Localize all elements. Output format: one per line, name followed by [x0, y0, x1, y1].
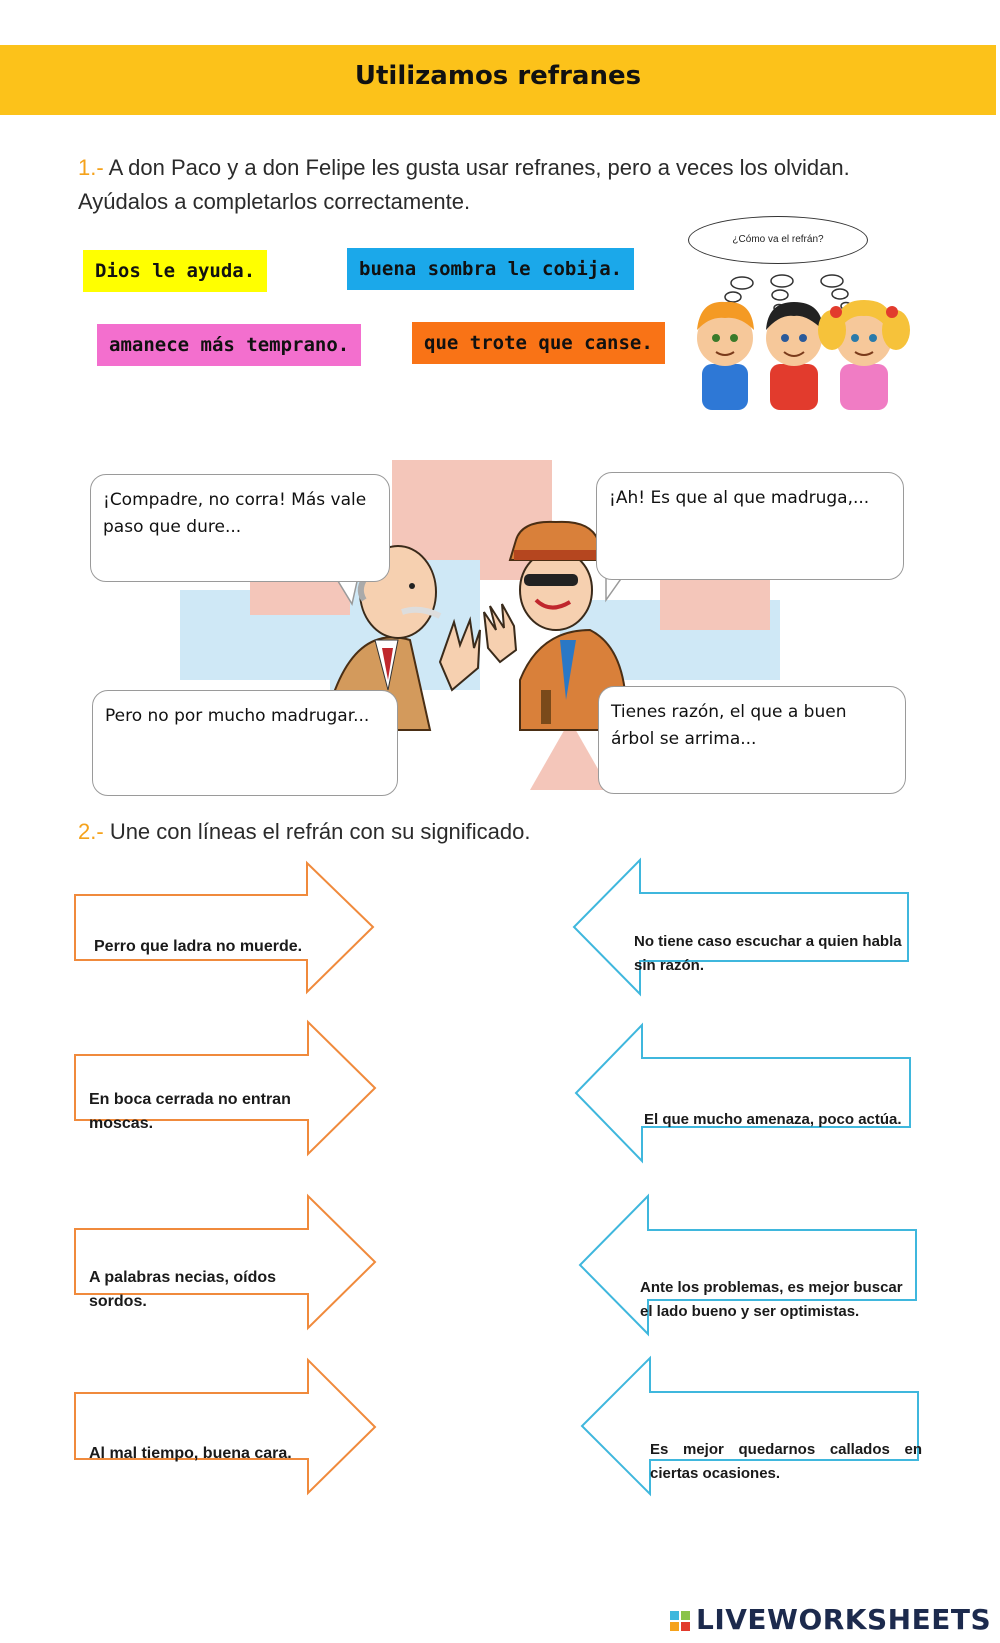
speech-bubble-2-text: ¡Ah! Es que al que madruga,...	[609, 488, 870, 508]
meaning-arrow-2	[576, 1025, 910, 1161]
exercise1-instruction-line2: Ayúdalos a completarlos correctamente.	[78, 189, 471, 214]
proverb-4[interactable]: Al mal tiempo, buena cara.	[89, 1445, 292, 1462]
exercise2-number: 2.-	[78, 819, 104, 844]
speech-bubble-4	[598, 686, 906, 794]
answer-chip-trote[interactable]: que trote que canse.	[412, 322, 665, 364]
speech-bubble-1-text: ¡Compadre, no corra! Más vale paso que dure...	[103, 490, 367, 537]
exercise2-instruction-text: Une con líneas el refrán con su significado.	[109, 819, 531, 844]
thought-bubble: ¿Cómo va el refrán?	[688, 216, 868, 264]
exercise1-number: 1.-	[78, 155, 104, 180]
proverb-3[interactable]: A palabras necias, oídos sordos.	[89, 1269, 277, 1310]
meaning-1[interactable]: No tiene caso escuchar a quien habla sin razón.	[634, 933, 902, 974]
speech-bubble-4-text: Tienes razón, el que a buen árbol se arrima...	[611, 702, 847, 749]
speech-bubble-3-text: Pero no por mucho madrugar...	[105, 706, 370, 726]
proverb-1[interactable]: Perro que ladra no muerde.	[94, 938, 303, 955]
proverb-2[interactable]: En boca cerrada no entran moscas.	[89, 1091, 291, 1132]
answer-chip-amanece[interactable]: amanece más temprano.	[97, 324, 361, 366]
meaning-3[interactable]: Ante los problemas, es mejor buscar el lado bueno y ser optimistas.	[640, 1279, 903, 1320]
exercise2-instruction	[78, 815, 531, 849]
speech-bubble-3	[92, 690, 398, 796]
meaning-2[interactable]: El que mucho amenaza, poco actúa.	[644, 1111, 902, 1128]
speech-bubble-2	[596, 472, 904, 580]
page-title: Utilizamos refranes	[354, 61, 642, 91]
proverb-arrow-1	[75, 863, 373, 992]
speech-bubble-1	[90, 474, 390, 582]
answer-chip-sombra[interactable]: buena sombra le cobija.	[347, 248, 634, 290]
liveworksheets-logo: LIVEWORKSHEETS	[696, 1603, 992, 1636]
proverb-arrow-4	[75, 1360, 375, 1493]
kids-illustration	[697, 300, 910, 410]
answer-chip-dios[interactable]: Dios le ayuda.	[83, 250, 267, 292]
liveworksheets-logo-icon	[670, 1611, 690, 1631]
exercise1-instruction-line1: A don Paco y a don Felipe les gusta usar refranes, pero a veces los olvidan.	[108, 155, 850, 180]
meaning-4[interactable]: Es mejor quedarnos callados en ciertas ocasiones.	[650, 1441, 922, 1482]
